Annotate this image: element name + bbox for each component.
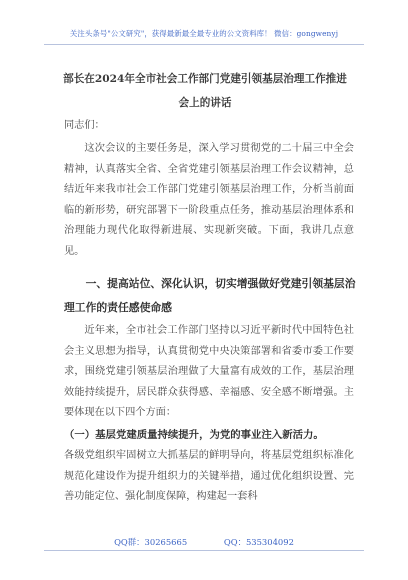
document-title: 部长在2024年全市社会工作部门党建引领基层治理工作推进会上的讲话 bbox=[63, 73, 347, 109]
qq-group-number: QQ群：30265665 bbox=[114, 537, 188, 547]
salutation: 同志们： bbox=[64, 120, 105, 131]
paragraph-intro: 这次会议的主要任务是，深入学习贯彻党的二十届三中全会精神，认真落实全省、全省党建引领基层治理工作会议精神，总结近年来我市社会工作部门党建引领基层治理工作，分析当前面临的新形势，研究部署下一阶段重点任务，推动基层治理体系和治理能力现代化取得新进展、实现新突破。下面，我讲几点意见。 bbox=[64, 143, 354, 257]
paragraph-party-building: 各级党组织牢固树立大抓基层的鲜明导向，将基层党组织标准化规范化建设作为提升组织力的关键举措，通过优化组织设置、完善功能定位、强化制度保障，构建起一套科 bbox=[64, 450, 354, 502]
subsection-heading-1-text: （一）基层党建质量持续提升，为党的事业注入新活力。 bbox=[64, 429, 324, 441]
promo-banner: 关注头条号"公文研究"，获得最新最全最专业的公文资料库！ 微信：gongwenyj bbox=[69, 29, 339, 38]
section-heading-1: 一、提高站位、深化认识，切实增强做好党建引领基层治理工作的责任感使命感 bbox=[64, 277, 356, 314]
contact-footer bbox=[0, 536, 408, 548]
qq-number: QQ：535304092 bbox=[223, 537, 294, 547]
header-divider bbox=[44, 44, 364, 45]
footer-divider bbox=[44, 550, 364, 551]
paragraph-achievements: 近年来，全市社会工作部门坚持以习近平新时代中国特色社会主义思想为指导，认真贯彻党中央决策部署和省委市委工作要求，围绕党建引领基层治理做了大量富有成效的工作，基层治理效能持续提升，居民群众获得感、幸福感、安全感不断增强。主要体现在以下四个方面： bbox=[64, 325, 354, 418]
subsection-heading-1 bbox=[64, 424, 364, 446]
